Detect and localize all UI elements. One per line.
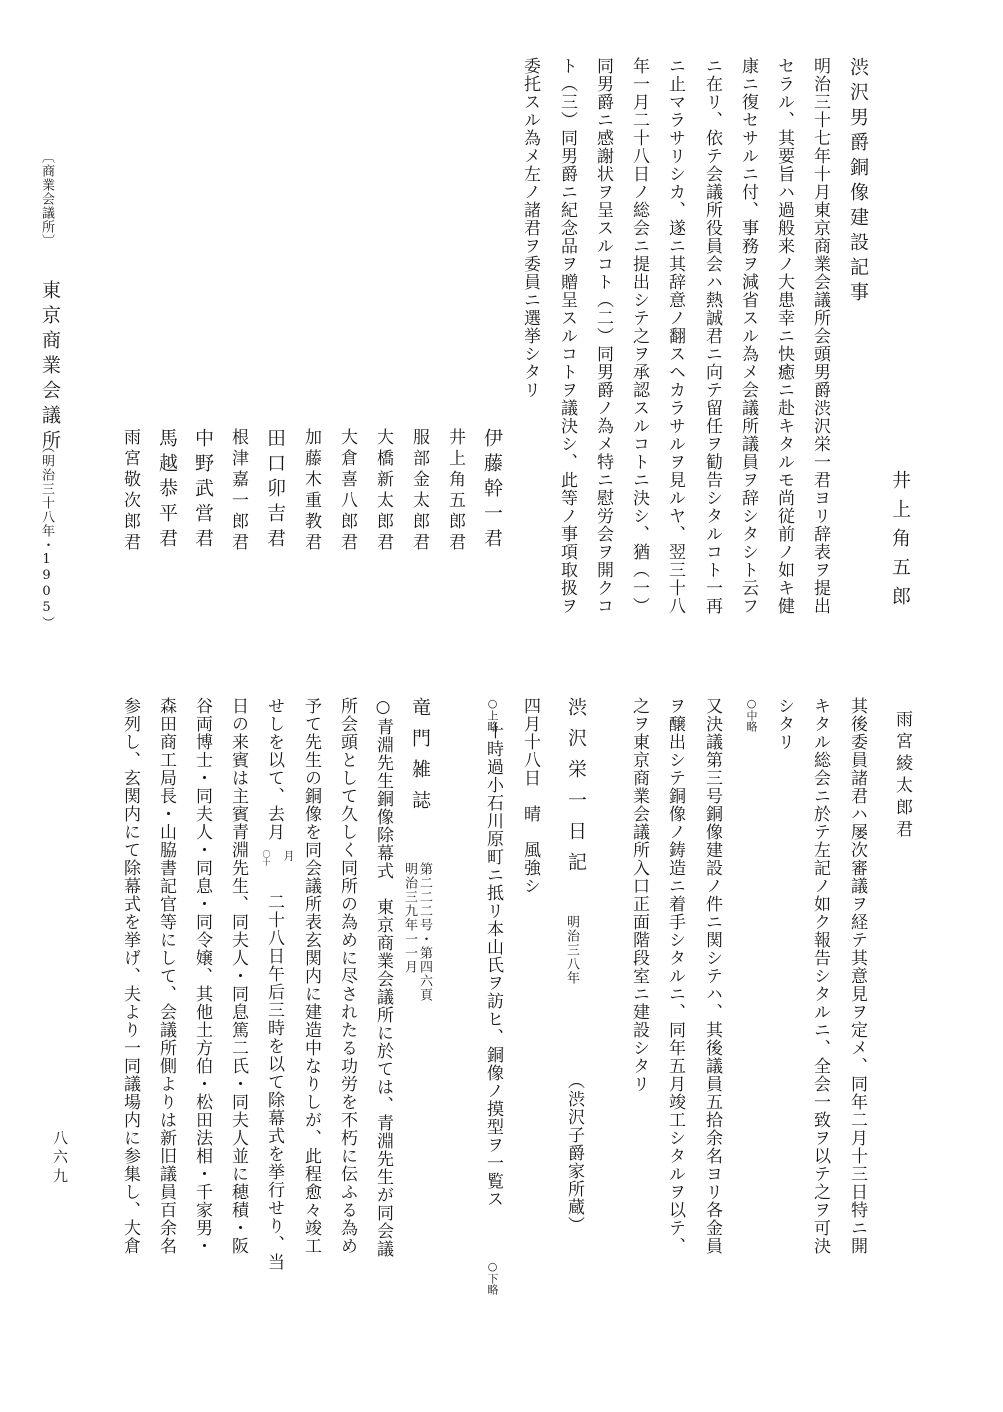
body-line: 二十八日午后三時を以て除幕式を挙行せり、当 (264, 893, 284, 1271)
body-line: シタリ (774, 697, 794, 751)
diary-year: 明治三八年 (564, 915, 579, 985)
diary-date: 四月十八日 晴 風強シ (520, 697, 540, 895)
body-line: ヲ醸出シテ銅像ノ鋳造ニ着手シタルニ、同年五月竣工シタルヲ以テ、 (665, 697, 685, 1255)
magazine-date: 明治三九年一一月 (402, 862, 417, 974)
body-line: 所会頭として久しく同所の為めに尽されたる功労を不朽に伝ふる為め (337, 697, 357, 1255)
body-line: 明治三十七年十月東京商業会議所会頭男爵渋沢栄一君ヨリ辞表ヲ提出 (810, 57, 830, 615)
body-line: ト（三）同男爵ニ紀念品ヲ贈呈スルコトヲ議決シ、此等ノ事項取扱ヲ (557, 57, 577, 615)
source-bracket: 〔商業会議所〕 (39, 150, 54, 248)
article-author: 井上角五郎 (889, 470, 911, 615)
body-line: キタル総会ニ於テ左記ノ如ク報告シタルニ、全会一致ヲ以テ之ヲ可決 (810, 697, 830, 1255)
body-line: 其後委員諸君ハ屡次審議ヲ経テ其意見ヲ定メ、同年二月十三日特ニ開 (847, 697, 867, 1255)
committee-member-last: 雨宮綾太郎君 (892, 710, 912, 842)
diary-title: 渋沢栄一日記 (565, 697, 587, 883)
page-number: 八六九 (51, 1130, 69, 1187)
body-line: 日の来賓は主賓青淵先生、同夫人・同息篤二氏・同夫人並に穂積・阪 (228, 697, 248, 1255)
committee-member: 井上角五郎君 (445, 428, 465, 554)
magazine-title: 竜門雑誌 (409, 697, 431, 821)
body-line: 予て先生の銅像を同会議所表玄関内に建造中なりしが、此程愈々竣工 (301, 697, 321, 1255)
body-line: ニ在リ、依テ会議所役員会ハ熱誠君ニ向テ留任ヲ勧告シタルコト一再 (702, 57, 722, 615)
body-line: 康ニ復セサルニ付、事務ヲ減省スル為メ会議所議員ヲ辞シタシト云フ (738, 57, 758, 615)
committee-member: 中野武営君 (192, 428, 214, 553)
diary-body: 十時過小石川原町ニ抵リ本山氏ヲ訪ヒ、銅像ノ摸型ヲ一覧ス (483, 722, 503, 1208)
committee-member: 服部金太郎君 (409, 428, 429, 554)
source-date: （明治三十八年・1905） (39, 440, 54, 630)
body-line: ニ止マラサリシカ、遂ニ其辞意ノ翻スヘカラサルヲ見ルヤ、翌三十八 (665, 57, 685, 615)
committee-member: 根津嘉一郎君 (228, 428, 248, 554)
date-gloss-top: 〇十 (262, 850, 271, 866)
date-gloss-bottom: 月 (282, 850, 295, 861)
body-line: ○青淵先生銅像除幕式 東京商業会議所に於ては、青淵先生が同会議 (373, 697, 393, 1258)
committee-member: 大倉喜八郎君 (337, 428, 357, 554)
omission-note: ○上略 (486, 697, 499, 732)
committee-member: 田口卯吉君 (264, 428, 286, 553)
committee-member: 馬越恭平君 (156, 428, 178, 553)
body-line: 参列し、玄関内にて除幕式を挙げ、夫より一同議場内に参集し、大倉 (120, 697, 140, 1255)
committee-member: 伊藤幹一君 (481, 428, 503, 553)
article-title: 渋沢男爵銅像建設記事 (847, 57, 869, 307)
committee-member: 大橋新太郎君 (373, 428, 393, 554)
magazine-issue: 第二二二号・第四六頁 (417, 862, 432, 1002)
body-line: 年一月二十八日ノ総会ニ提出シテ之ヲ承認スルコトニ決シ、猶（一） (629, 57, 649, 615)
diary-source: （渋沢子爵家所蔵） (564, 1072, 584, 1234)
body-line: セラル、其要旨ハ過般来ノ大患幸ニ快癒ニ赴キタルモ尚従前ノ如キ健 (774, 57, 794, 615)
committee-member: 雨宮敬次郎君 (120, 428, 140, 554)
body-line: 之ヲ東京商業会議所入口正面階段室ニ建設シタリ (629, 697, 649, 1093)
body-line: 谷両博士・同夫人・同息・同令嬢、其他土方伯・松田法相・千家男・ (192, 697, 212, 1255)
body-line: 同男爵ニ感謝状ヲ呈スルコト（二）同男爵ノ為メ特ニ慰労会ヲ開クコ (593, 57, 613, 615)
body-line: 又決議第三号銅像建設ノ件ニ関シテハ、其後議員五拾余名ヨリ各金員 (702, 697, 722, 1255)
body-line: せしを以て、去月 (264, 697, 284, 841)
source-name: 東京商業会議所 (39, 280, 61, 455)
date-gloss (262, 850, 270, 866)
body-line: 委托スル為メ左ノ諸君ヲ委員ニ選挙シタリ (520, 57, 540, 399)
body-line: 森田商工局長・山脇書記官等にして、会議所側よりは新旧議員百余名 (156, 697, 176, 1255)
omission-note: ○中略 (745, 697, 758, 732)
omission-note: ○下略 (486, 1260, 499, 1295)
committee-member: 加藤木重教君 (301, 428, 321, 554)
